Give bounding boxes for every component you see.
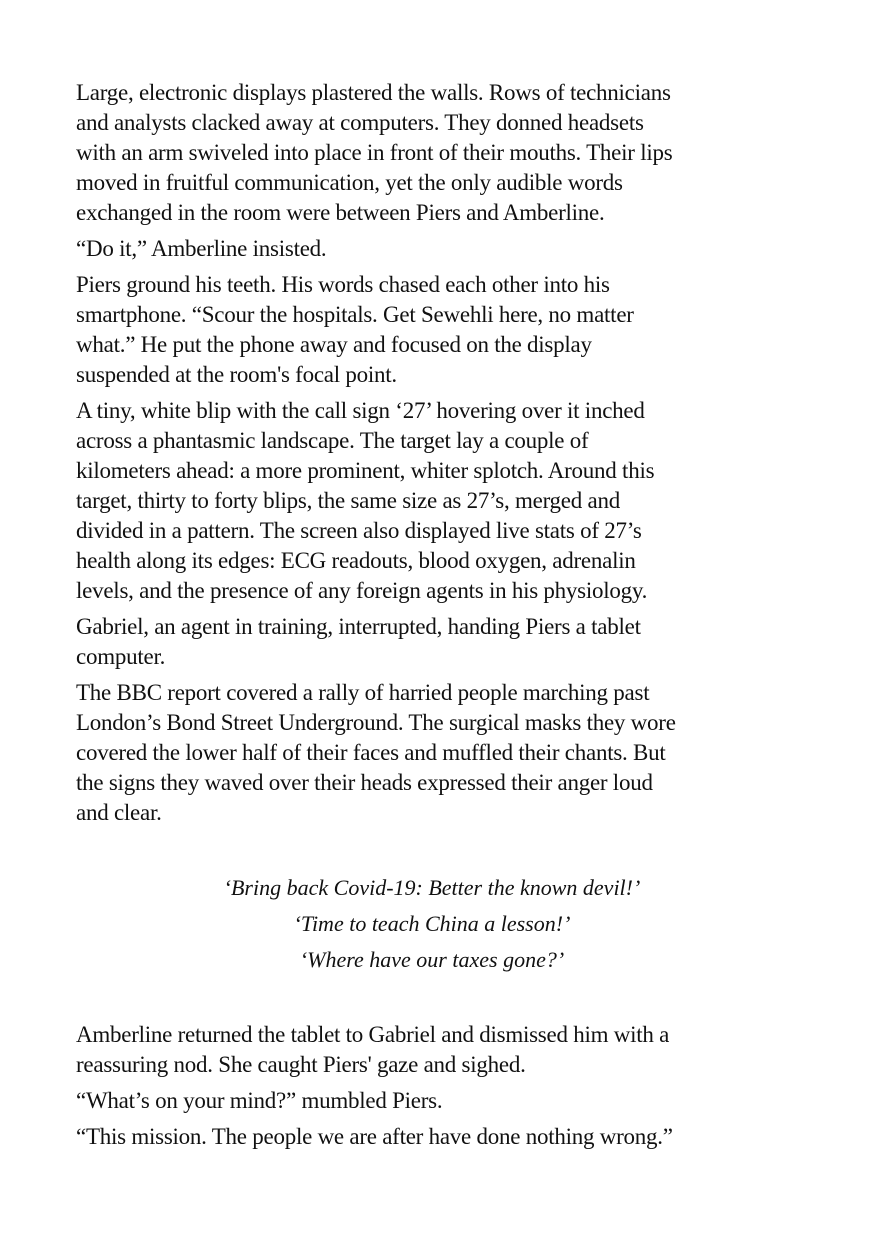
text-line: London’s Bond Street Underground. The surgical masks they wore [76, 710, 676, 735]
paragraph-piers-phone [76, 270, 788, 390]
text-line: “Do it,” Amberline insisted. [76, 236, 327, 261]
protest-sign-text: ‘Bring back Covid-19: Better the known devil!’ [223, 875, 641, 900]
text-line: with an arm swiveled into place in front of their mouths. Their lips [76, 140, 673, 165]
paragraph-amberline-returns [76, 1020, 788, 1080]
text-line: levels, and the presence of any foreign agents in his physiology. [76, 578, 648, 603]
text-line: Large, electronic displays plastered the walls. Rows of technicians [76, 80, 671, 105]
paragraph-do-it [76, 234, 788, 264]
text-line: suspended at the room's focal point. [76, 362, 397, 387]
protest-signs-quote [76, 870, 788, 978]
text-line: Gabriel, an agent in training, interrupted, handing Piers a tablet [76, 614, 641, 639]
paragraph-this-mission [76, 1122, 788, 1152]
text-line: Piers ground his teeth. His words chased each other into his [76, 272, 610, 297]
protest-sign-text: ‘Time to teach China a lesson!’ [293, 911, 571, 936]
text-line: The BBC report covered a rally of harried people marching past [76, 680, 650, 705]
paragraph-whats-on-your-mind [76, 1086, 788, 1116]
text-line: health along its edges: ECG readouts, blood oxygen, adrenalin [76, 548, 636, 573]
text-line: and clear. [76, 800, 162, 825]
text-line: exchanged in the room were between Piers and Amberline. [76, 200, 605, 225]
text-line: what.” He put the phone away and focused on the display [76, 332, 592, 357]
paragraph-bbc-report [76, 678, 788, 828]
paragraph-control-room [76, 78, 788, 228]
text-line: A tiny, white blip with the call sign ‘27’ hovering over it inched [76, 398, 645, 423]
text-line: moved in fruitful communication, yet the only audible words [76, 170, 623, 195]
paragraph-gabriel [76, 612, 788, 672]
text-line: computer. [76, 644, 166, 669]
text-line: covered the lower half of their faces and muffled their chants. But [76, 740, 666, 765]
text-line: divided in a pattern. The screen also displayed live stats of 27’s [76, 518, 642, 543]
text-line: Amberline returned the tablet to Gabriel and dismissed him with a [76, 1022, 670, 1047]
text-line: reassuring nod. She caught Piers' gaze and sighed. [76, 1052, 526, 1077]
text-line: and analysts clacked away at computers. They donned headsets [76, 110, 644, 135]
text-line: smartphone. “Scour the hospitals. Get Sewehli here, no matter [76, 302, 634, 327]
document-page [76, 78, 788, 1158]
text-line: target, thirty to forty blips, the same size as 27’s, merged and [76, 488, 620, 513]
protest-sign-text: ‘Where have our taxes gone?’ [299, 947, 565, 972]
text-line: across a phantasmic landscape. The target lay a couple of [76, 428, 589, 453]
paragraph-blip-display [76, 396, 788, 606]
text-line: the signs they waved over their heads expressed their anger loud [76, 770, 653, 795]
text-line: “What’s on your mind?” mumbled Piers. [76, 1088, 443, 1113]
text-line: kilometers ahead: a more prominent, whiter splotch. Around this [76, 458, 655, 483]
text-line: “This mission. The people we are after have done nothing wrong.” [76, 1124, 673, 1149]
